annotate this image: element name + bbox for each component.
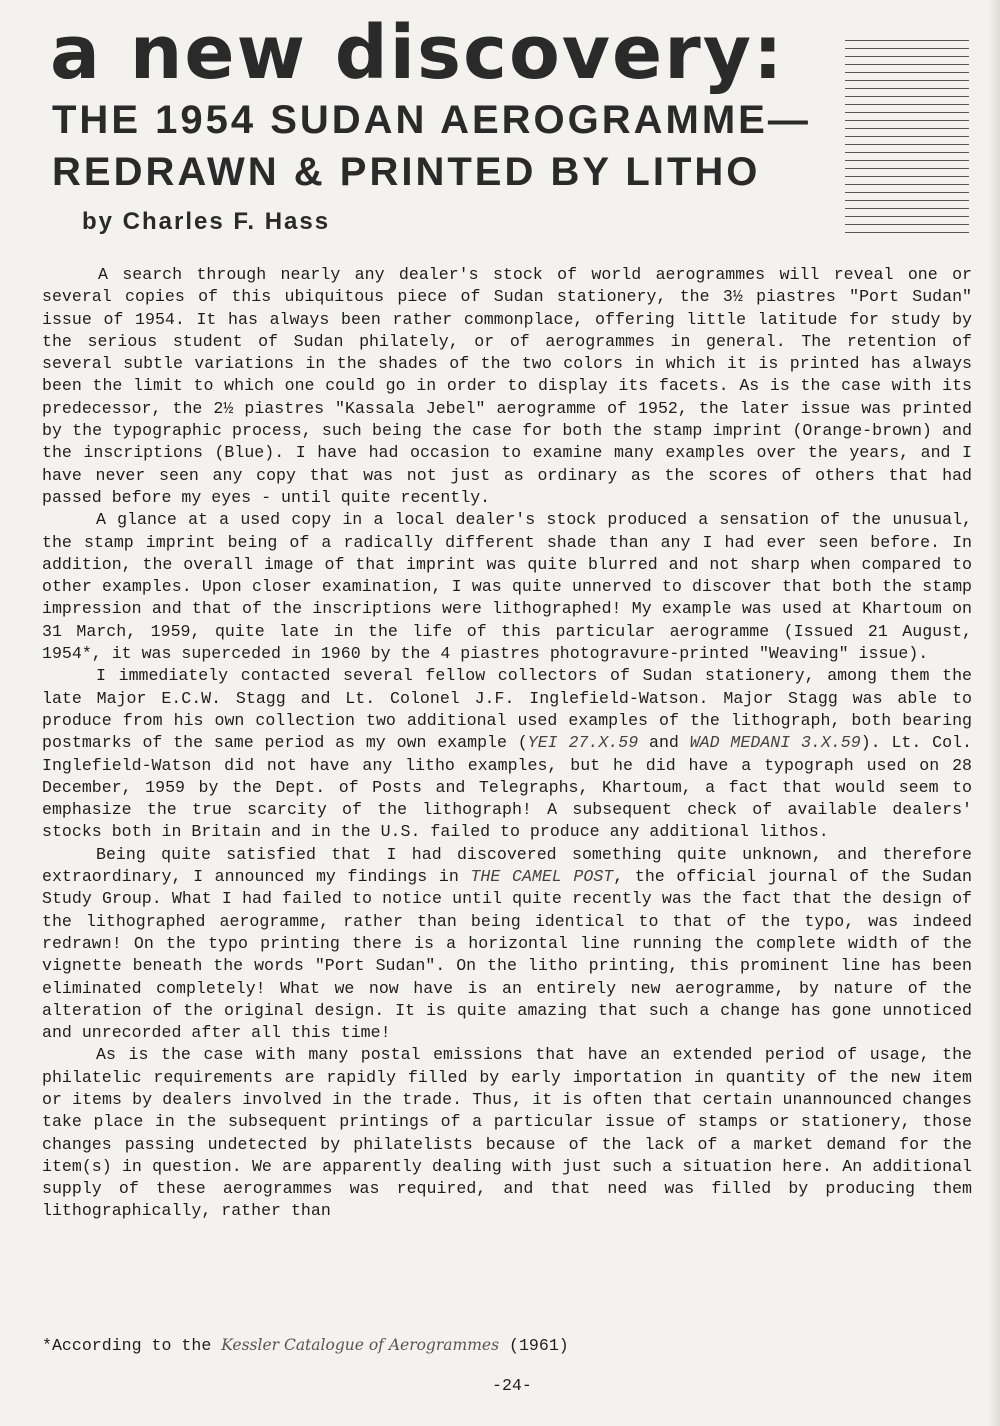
page-number: -24- <box>492 1376 532 1395</box>
article-title: a new discovery: <box>50 10 785 96</box>
paragraph-4-text-b: , the official journal of the Sudan Study Group. What I had failed to notice until quite recently was the fact that the design of the lithographed aerogramme, rather than being identical to that of the typo, was indeed redrawn! On the typo printing there is a horizontal line running the complete width of the vignette beneath the words "Port Sudan". On the litho printing, this prominent line has been eliminated completely! What we now have is an entirely new aerogramme, by nature of the alteration of the original design. It is quite amazing that such a change has gone unnoticed and unrecorded after all this time! <box>42 867 972 1043</box>
postmark-wad-medani: WAD MEDANI 3.X.59 <box>689 733 861 753</box>
paragraph-3-and: and <box>638 733 690 753</box>
paragraph-4-text-a: Being quite satisfied that I had discovered something quite unknown, and therefore extraordinary, I announced my findings in <box>42 844 972 887</box>
footnote-source: Kessler Catalogue of Aerogrammes <box>221 1336 500 1354</box>
paragraph-1: A search through nearly any dealer's stock of world aerogrammes will reveal one or several copies of this ubiquitous piece of Sudan stationery, the 3½ piastres "Port Sudan" issue of 1954. It has always been rather commonplace, offering little latitude for study by the serious student of Sudan philately, or of aerogrammes in general. The retention of several subtle variations in the shades of the two colors in which it is printed has always been the limit to which one could go in order to display its facets. As is the case with its predecessor, the 2½ piastres "Kassala Jebel" aerogramme of 1952, the later issue was printed by the typographic process, such being the case for both the stamp imprint (Orange-brown) and the inscriptions (Blue). I have had occasion to examine many examples over the years, and I have never seen any copy that was not just as ordinary as the scores of others that had passed before my eyes - until quite recently. <box>42 265 972 507</box>
paragraph-3-text-b: ). Lt. Col. Inglefield-Watson did not have any litho examples, but he did have a typograph used on 28 December, 1959 by the Dept. of Posts and Telegraphs, Khartoum, a fact that would seem to emphasize the true scarcity of the lithograph! A subsequent check of available dealers' stocks both in Britain and in the U.S. failed to produce any additional lithos. <box>42 733 972 842</box>
page-edge-shadow <box>988 0 1000 1426</box>
paragraph-4 <box>42 844 972 1045</box>
paragraph-2: A glance at a used copy in a local dealer's stock produced a sensation of the unusual, the stamp imprint being of a radically different shade than any I had ever seen before. In addition, the overall image of that imprint was quite blurred and not sharp when compared to other examples. Upon closer examination, I was quite unnerved to discover that both the stamp impression and that of the inscriptions were lithographed! My example was used at Khartoum on 31 March, 1959, quite late in the life of this particular aerogramme (Issued 21 August, 1954*, it was superceded in 1960 by the 4 piastres photogravure-printed "Weaving" issue). <box>42 510 972 664</box>
footnote <box>42 1336 972 1355</box>
postmark-yei: YEI 27.X.59 <box>527 733 639 753</box>
article-subtitle-line-2: REDRAWN & PRINTED BY LITHO <box>52 150 761 194</box>
paragraph-3-text-a: I immediately contacted several fellow collectors of Sudan stationery, among them the late Major E.C.W. Stagg and Lt. Colonel J.F. Inglefield-Watson. Major Stagg was able to produce from his own collection two additional used examples of the lithograph, both bearing postmarks of the same period as my own example ( <box>42 666 972 753</box>
article-subtitle-line-1: THE 1954 SUDAN AEROGRAMME— <box>52 98 811 142</box>
article-body <box>42 264 972 1223</box>
footnote-suffix: (1961) <box>499 1336 569 1355</box>
footnote-prefix: *According to the <box>42 1336 222 1355</box>
journal-title: THE CAMEL POST <box>470 867 614 887</box>
paragraph-3 <box>42 665 972 843</box>
author-byline: by Charles F. Hass <box>82 208 331 235</box>
paragraph-5: As is the case with many postal emissions that have an extended period of usage, the philatelic requirements are rapidly filled by early importation in quantity of the new item or items by dealers involved in the trade. Thus, it is often that certain unannounced changes take place in the subsequent printings of a particular issue of stamps or stationery, those changes passing undetected by philatelists because of the lack of a market demand for the item(s) in question. We are apparently dealing with just such a situation here. An additional supply of these aerogrammes was required, and that need was filled by producing them lithographically, rather than <box>42 1045 972 1221</box>
decorative-rule-lines <box>845 40 969 240</box>
